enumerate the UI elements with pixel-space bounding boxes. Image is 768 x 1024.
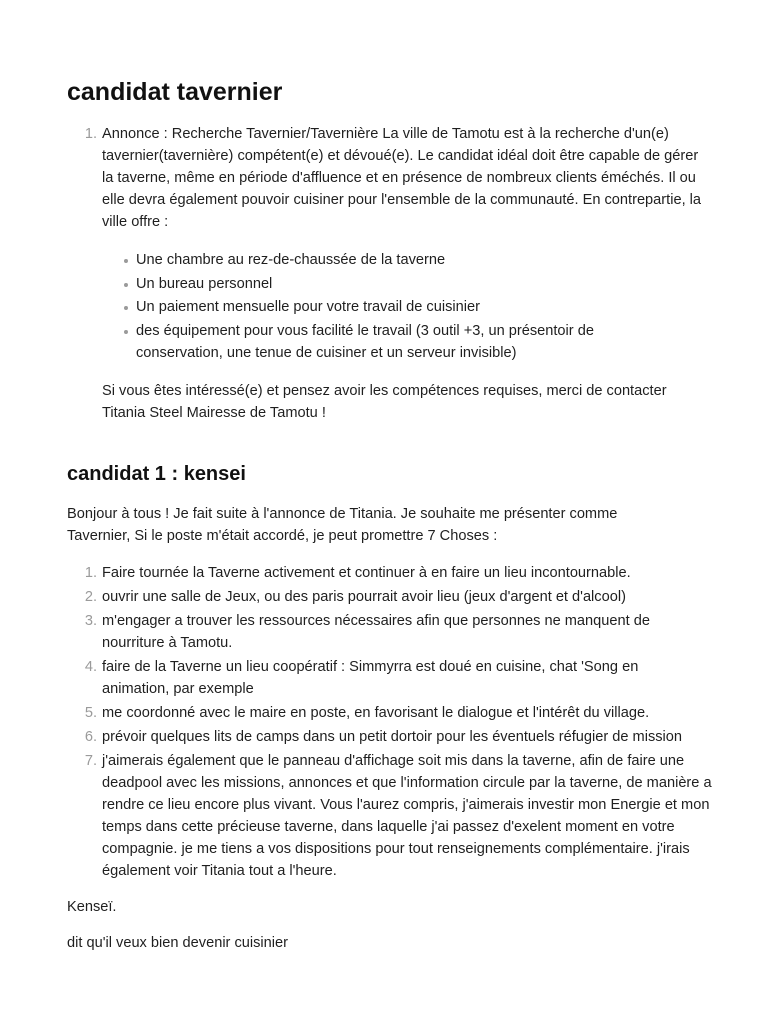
candidate-intro: Bonjour à tous ! Je fait suite à l'annonce de Titania. Je souhaite me présenter comme Tavernier, Si le poste m'était accordé, je peut promettre 7 Choses : bbox=[67, 506, 618, 544]
promise-text: faire de la Taverne un lieu coopératif : Simmyrra est doué en cuisine, chat 'Song en animation, par exemple bbox=[102, 659, 639, 697]
list-marker: 6. bbox=[84, 729, 97, 745]
offer-item: Une chambre au rez-de-chaussée de la taverne bbox=[102, 249, 707, 271]
announcement-text: Annonce : Recherche Tavernier/Tavernière La ville de Tamotu est à la recherche d'un(e) tavernier(tavernière) compétent(e) et dévoué(e). Le candidat idéal doit être capable de gérer la taverne, même en période d'affluence et en présence de nombreux clients éméchés. Il ou elle devra également pouvoir cuisiner pour l'ensemble de la communauté. En contrepartie, la ville offre : bbox=[102, 126, 702, 230]
candidate-signature: Kenseï. bbox=[67, 899, 117, 915]
list-marker: 2. bbox=[84, 589, 97, 605]
promises-list bbox=[67, 562, 712, 882]
promise-item bbox=[67, 562, 707, 584]
promise-item bbox=[67, 750, 742, 882]
list-marker: 1. bbox=[84, 126, 97, 142]
candidate-section bbox=[67, 503, 712, 954]
announcement-section bbox=[67, 123, 707, 424]
candidate-heading: candidat 1 : kensei bbox=[67, 463, 246, 485]
promise-text: m'engager a trouver les ressources nécessaires afin que personnes ne manquent de nourriture à Tamotu. bbox=[102, 613, 650, 651]
promise-item bbox=[67, 656, 692, 700]
list-marker: 4. bbox=[84, 659, 97, 675]
list-marker: 7. bbox=[84, 753, 97, 769]
promise-text: prévoir quelques lits de camps dans un petit dortoir pour les éventuels réfugier de mission bbox=[102, 729, 683, 745]
candidate-note: dit qu'il veux bien devenir cuisinier bbox=[67, 935, 289, 951]
promise-item bbox=[67, 610, 692, 654]
announcement-item bbox=[67, 123, 707, 424]
list-marker: 1. bbox=[84, 565, 97, 581]
list-marker: 3. bbox=[84, 613, 97, 629]
offers-list bbox=[102, 249, 707, 364]
offer-item: Un bureau personnel bbox=[102, 273, 707, 295]
announcement-closing: Si vous êtes intéressé(e) et pensez avoir les compétences requises, merci de contacter Titania Steel Mairesse de Tamotu ! bbox=[102, 382, 667, 421]
page-title: candidat tavernier bbox=[67, 78, 283, 106]
promise-item bbox=[67, 702, 707, 724]
promise-text: ouvrir une salle de Jeux, ou des paris pourrait avoir lieu (jeux d'argent et d'alcool) bbox=[102, 589, 626, 605]
offer-item: Un paiement mensuelle pour votre travail de cuisinier bbox=[102, 296, 707, 318]
promise-item bbox=[67, 726, 702, 748]
promise-item bbox=[67, 586, 707, 608]
promise-text: me coordonné avec le maire en poste, en favorisant le dialogue et l'intérêt du village. bbox=[102, 705, 650, 721]
list-marker: 5. bbox=[84, 705, 97, 721]
promise-text: j'aimerais également que le panneau d'affichage soit mis dans la taverne, afin de faire une deadpool avec les missions, annonces et que l'information circule par la taverne, de manière a rendre ce lieu encore plus vivant. Vous l'aurez compris, j'aimerais investir mon Energie et mon temps dans cette précieuse taverne, dans laquelle j'ai passez d'exelent moment en votre compagnie. je me tiens a vos dispositions pour tout renseignements complémentaire. j'irais également voir Titania tout a l'heure. bbox=[102, 753, 712, 879]
promise-text: Faire tournée la Taverne activement et continuer à en faire un lieu incontournable. bbox=[102, 565, 631, 581]
offer-item: des équipement pour vous facilité le travail (3 outil +3, un présentoir de conservation, une tenue de cuisiner et un serveur invisible) bbox=[102, 320, 636, 364]
